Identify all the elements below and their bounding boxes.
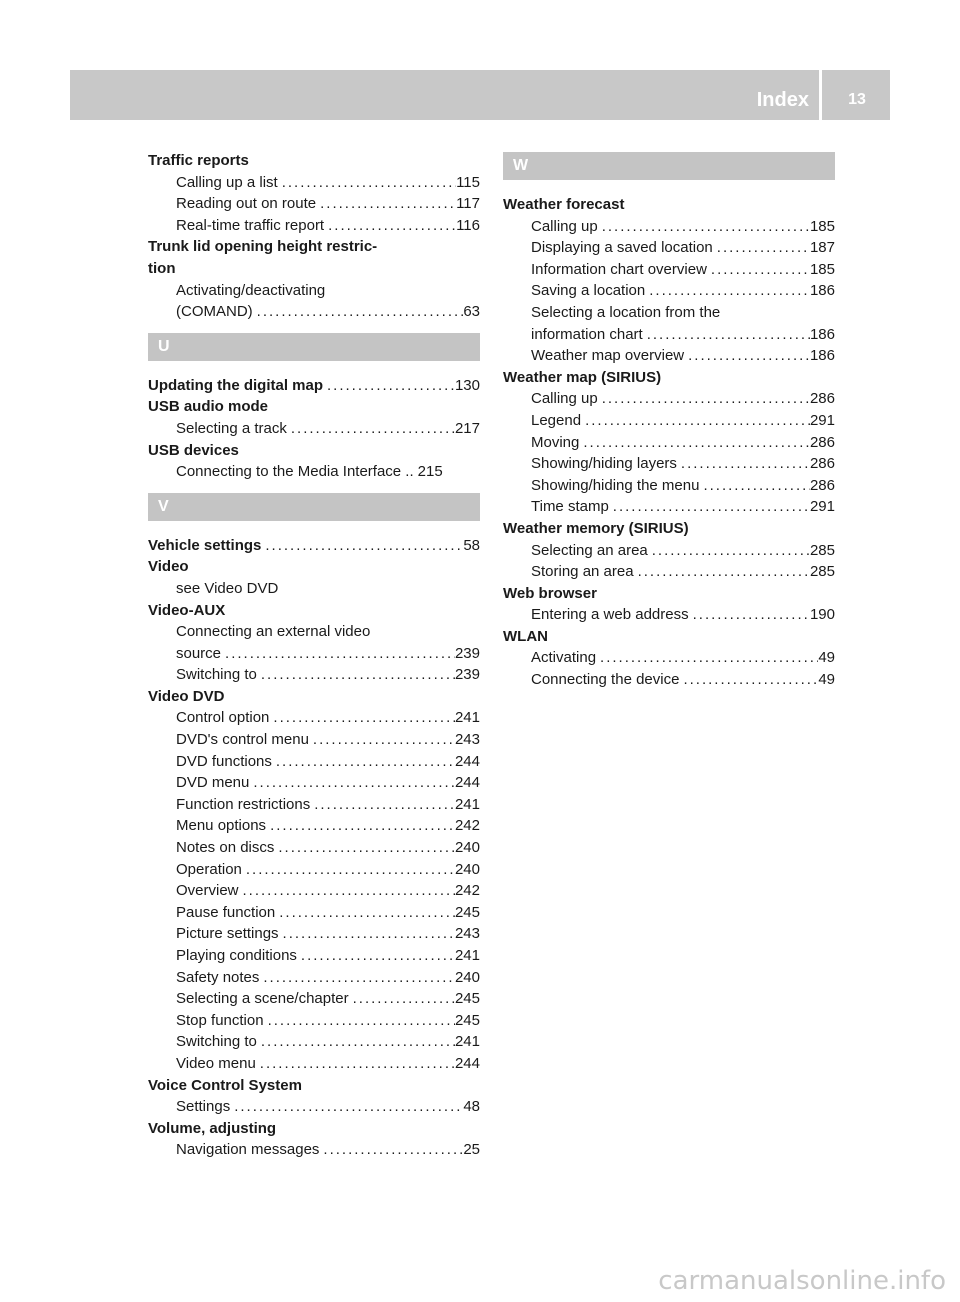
- index-heading: USB devices: [148, 441, 239, 459]
- index-entry[interactable]: Picture settings ..... 243: [148, 923, 480, 945]
- header-bar: [70, 70, 890, 120]
- index-entry[interactable]: Vehicle settings ..... 58: [148, 535, 480, 557]
- index-entry[interactable]: Calling up a list ..... 115: [148, 172, 480, 194]
- index-entry[interactable]: Selecting an area ..... 285: [503, 540, 835, 562]
- index-entry[interactable]: Information chart overview ..... 185: [503, 259, 835, 281]
- index-entry[interactable]: source ..... 239: [148, 643, 480, 665]
- section-w: W: [503, 152, 835, 180]
- index-entry[interactable]: Overview ..... 242: [148, 880, 480, 902]
- index-entry[interactable]: Settings ..... 48: [148, 1096, 480, 1118]
- index-entry[interactable]: DVD menu ..... 244: [148, 772, 480, 794]
- index-entry[interactable]: Storing an area ..... 285: [503, 561, 835, 583]
- index-entry[interactable]: Navigation messages ..... 25: [148, 1139, 480, 1161]
- index-entry[interactable]: Function restrictions ..... 241: [148, 794, 480, 816]
- index-heading: Voice Control System: [148, 1076, 302, 1094]
- index-heading: USB audio mode: [148, 398, 269, 416]
- index-heading: Video-AUX: [148, 601, 226, 619]
- index-entry[interactable]: Control option ..... 241: [148, 707, 480, 729]
- index-entry[interactable]: Updating the digital map ..... 130: [148, 375, 480, 397]
- index-entry[interactable]: Operation ..... 240: [148, 859, 480, 881]
- index-entry[interactable]: Menu options ..... 242: [148, 815, 480, 837]
- index-entry[interactable]: Reading out on route ..... 117: [148, 193, 480, 215]
- index-heading: Weather forecast: [503, 196, 625, 213]
- index-entry[interactable]: DVD functions ..... 244: [148, 751, 480, 773]
- right-column: [503, 150, 835, 691]
- index-entry[interactable]: Selecting a scene/chapter ..... 245: [148, 988, 480, 1010]
- index-entry[interactable]: Activating ..... 49: [503, 647, 835, 669]
- index-entry[interactable]: Switching to ..... 239: [148, 664, 480, 686]
- index-heading: Video: [148, 558, 189, 576]
- page-number: 13: [848, 91, 866, 108]
- index-heading: Traffic reports: [148, 152, 249, 169]
- index-entry[interactable]: Weather map overview ..... 186: [503, 345, 835, 367]
- index-entry[interactable]: Showing/hiding the menu ..... 286: [503, 475, 835, 497]
- index-entry[interactable]: Pause function ..... 245: [148, 902, 480, 924]
- index-entry[interactable]: Time stamp ..... 291: [503, 496, 835, 518]
- index-entry[interactable]: Showing/hiding layers ..... 286: [503, 453, 835, 475]
- index-entry[interactable]: Connecting to the Media Interface .. 215: [176, 463, 443, 481]
- index-entry[interactable]: information chart ..... 186: [503, 324, 835, 346]
- index-title: Index: [757, 70, 822, 120]
- index-heading: Video DVD: [148, 687, 225, 705]
- index-entry[interactable]: Real-time traffic report ..... 116: [148, 215, 480, 237]
- index-entry-text: see Video DVD: [176, 579, 279, 597]
- index-heading: WLAN: [503, 627, 548, 645]
- index-entry-text: Connecting an external video: [176, 623, 371, 641]
- index-entry[interactable]: Calling up ..... 185: [503, 216, 835, 238]
- left-column: [148, 150, 480, 1161]
- index-entry-text: Selecting a location from the: [531, 303, 721, 321]
- index-entry[interactable]: Entering a web address ..... 190: [503, 604, 835, 626]
- index-entry-text: Activating/deactivating: [176, 281, 326, 299]
- index-heading: Trunk lid opening height restric-: [148, 238, 378, 256]
- section-u: U: [148, 333, 480, 361]
- index-entry[interactable]: Switching to ..... 241: [148, 1031, 480, 1053]
- index-entry[interactable]: DVD's control menu ..... 243: [148, 729, 480, 751]
- watermark: carmanualsonline.info: [658, 1266, 946, 1296]
- index-entry[interactable]: Moving ..... 286: [503, 432, 835, 454]
- index-heading: Web browser: [503, 584, 597, 602]
- index-entry[interactable]: Video menu ..... 244: [148, 1053, 480, 1075]
- index-entry[interactable]: Selecting a track ..... 217: [148, 418, 480, 440]
- index-entry[interactable]: Displaying a saved location ..... 187: [503, 237, 835, 259]
- index-entry[interactable]: Saving a location ..... 186: [503, 280, 835, 302]
- index-heading: Weather memory (SIRIUS): [503, 519, 689, 537]
- index-entry[interactable]: Legend ..... 291: [503, 410, 835, 432]
- video-dvd-entries: [148, 707, 480, 1074]
- section-v: V: [148, 493, 480, 521]
- index-entry[interactable]: Connecting the device ..... 49: [503, 669, 835, 691]
- index-entry[interactable]: Safety notes ..... 240: [148, 967, 480, 989]
- index-entry[interactable]: Notes on discs ..... 240: [148, 837, 480, 859]
- index-entry[interactable]: Calling up ..... 286: [503, 388, 835, 410]
- index-heading: Weather map (SIRIUS): [503, 368, 662, 386]
- index-heading: Volume, adjusting: [148, 1119, 277, 1137]
- index-entry[interactable]: Stop function ..... 245: [148, 1010, 480, 1032]
- index-entry[interactable]: Playing conditions ..... 241: [148, 945, 480, 967]
- index-heading: tion: [148, 259, 176, 277]
- index-entry[interactable]: (COMAND) ..... 63: [148, 301, 480, 323]
